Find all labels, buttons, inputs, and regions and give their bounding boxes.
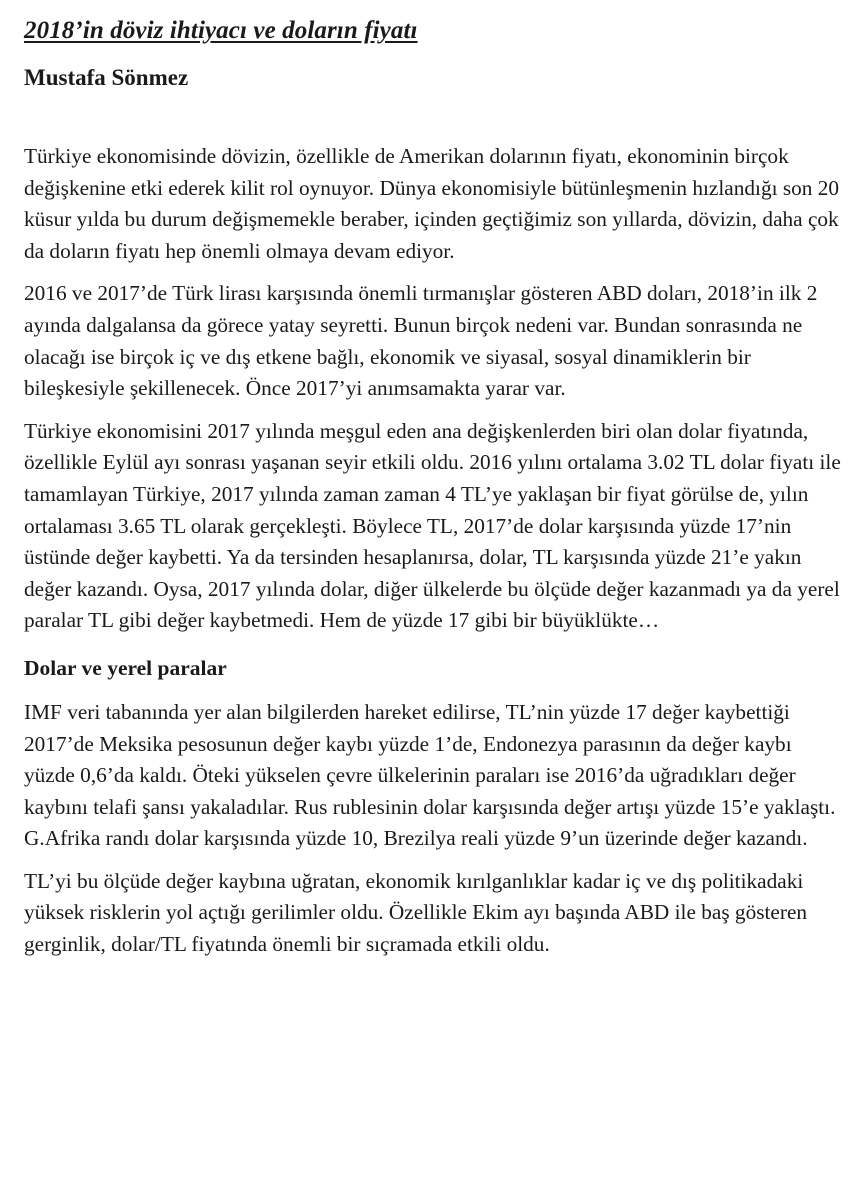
paragraph-political-risk: TL’yi bu ölçüde değer kaybına uğratan, ekonomik kırılganlıklar kadar iç ve dış politikadaki yüksek risklerin yol açtığı gerilimler oldu. Özellikle Ekim ayı başında ABD ile baş gösteren gerginlik, dolar/TL fiyatında önemli bir sıçramada etkili oldu. [24, 868, 808, 957]
section-heading: Dolar ve yerel paralar [24, 655, 227, 680]
article-page [24, 14, 846, 961]
paragraph-2016-2017: 2016 ve 2017’de Türk lirası karşısında önemli tırmanışlar gösteren ABD doları, 2018’in ilk 2 ayında dalgalansa da görece yatay seyretti. Bunun birçok nedeni var. Bundan sonrasında ne olacağı ise birçok iç ve dış etkene bağlı, ekonomik ve siyasal, sosyal dinamiklerin bir bileşkesiyle şekillenecek. Önce 2017’yi anımsamakta yarar var. [24, 281, 818, 401]
paragraph-imf-data: IMF veri tabanında yer alan bilgilerden hareket edilirse, TL’nin yüzde 17 değer kaybettiği 2017’de Meksika pesosunun değer kaybı yüzde 1’de, Endonezya parasının da değer kaybı yüzde 0,6’da kaldı. Öteki yükselen çevre ülkelerinin paraları ise 2016’da uğradıkları değer kaybını telafi şansı yakaladılar. Rus rublesinin dolar karşısında değer artışı yüzde 15’e yaklaştı. G.Afrika randı dolar karşısında yüzde 10, Brezilya reali yüzde 9’un üzerinde değer kazandı. [24, 699, 836, 851]
paragraph-dollar-price-2017: Türkiye ekonomisini 2017 yılında meşgul eden ana değişkenlerden biri olan dolar fiyatında, özellikle Eylül ayı sonrası yaşanan seyir etkili oldu. 2016 yılını ortalama 3.02 TL dolar fiyatı ile tamamlayan Türkiye, 2017 yılında zaman zaman 4 TL’ye yaklaşan bir fiyat görülse de, yılın ortalaması 3.65 TL olarak gerçekleşti. Böylece TL, 2017’de dolar karşısında yüzde 17’nin üstünde değer kaybetti. Ya da tersinden hesaplanırsa, dolar, TL karşısında yüzde 21’e yakın değer kazandı. Oysa, 2017 yılında dolar, diğer ülkelerde bu ölçüde değer kazanmadı ya da yerel paralar TL gibi değer kaybetmedi. Hem de yüzde 17 gibi bir büyüklükte… [24, 418, 841, 633]
paragraph-intro: Türkiye ekonomisinde dövizin, özellikle de Amerikan dolarının fiyatı, ekonominin birçok değişkenine etki ederek kilit rol oynuyor. Dünya ekonomisiyle bütünleşmenin hızlandığı son 20 küsur yılda bu durum değişmemekle beraber, içinden geçtiğimiz son yıllarda, dövizin, daha çok da doların fiyatı hep önemli olmaya devam ediyor. [24, 144, 840, 263]
article-author: Mustafa Sönmez [24, 65, 189, 90]
article-title: 2018’in döviz ihtiyacı ve doların fiyatı [24, 17, 418, 44]
